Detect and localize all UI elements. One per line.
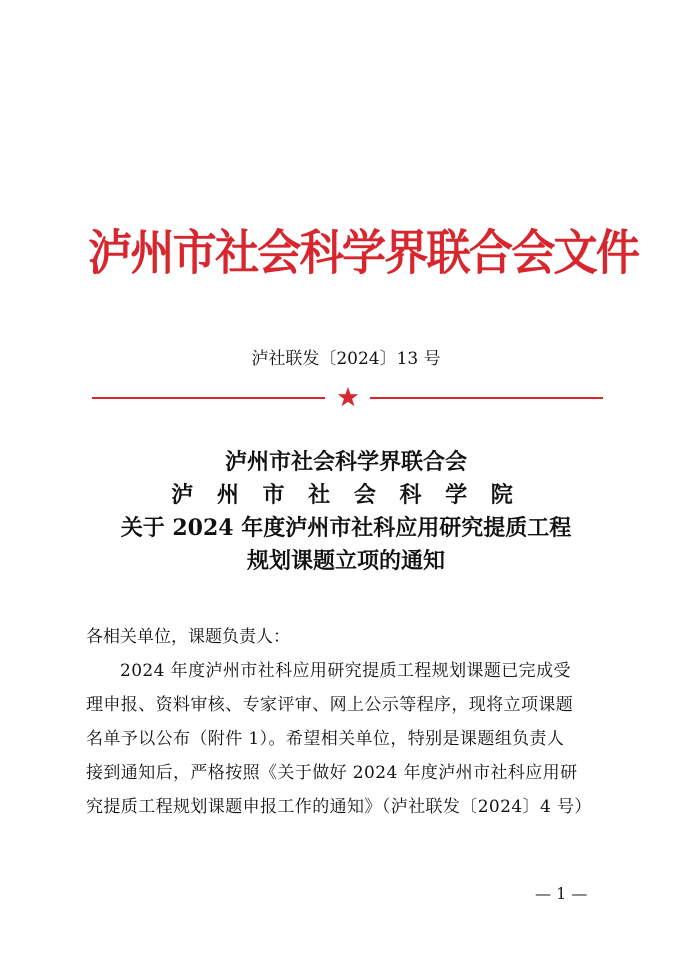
- notice-title: [0, 446, 692, 578]
- notice-title-line: 泸州市社会科学界联合会: [224, 449, 467, 475]
- star-icon: [336, 385, 360, 409]
- red-divider-right: [370, 397, 603, 399]
- page-number: — 1 —: [535, 884, 588, 903]
- notice-title-line: 规划课题立项的通知: [246, 548, 445, 574]
- paragraph-line: 理申报、资料审核、专家评审、网上公示等程序，现将立项课题: [86, 695, 574, 715]
- notice-title-line: 关于 2024 年度泸州市社科应用研究提质工程: [120, 515, 572, 541]
- paragraph-line: 名单予以公布（附件 1）。希望相关单位，特别是课题组负责人: [86, 729, 565, 749]
- salutation: 各相关单位，课题负责人：: [86, 627, 290, 647]
- red-divider-left: [92, 397, 325, 399]
- notice-title-line: 泸 州 市 社 会 科 学 院: [171, 482, 521, 508]
- paragraph-line: 2024 年度泸州市社科应用研究提质工程规划课题已完成受: [120, 661, 571, 681]
- paragraph-line: 接到通知后，严格按照《关于做好 2024 年度泸州市社科应用研: [86, 763, 578, 783]
- document-number: 泸社联发〔2024〕13 号: [251, 349, 441, 369]
- paragraph-line: 究提质工程规划课题申报工作的通知》（泸社联发〔2024〕4 号）: [86, 797, 592, 817]
- notice-body: [86, 620, 608, 824]
- red-header-title: 泸州市社会科学界联合会文件: [88, 225, 639, 281]
